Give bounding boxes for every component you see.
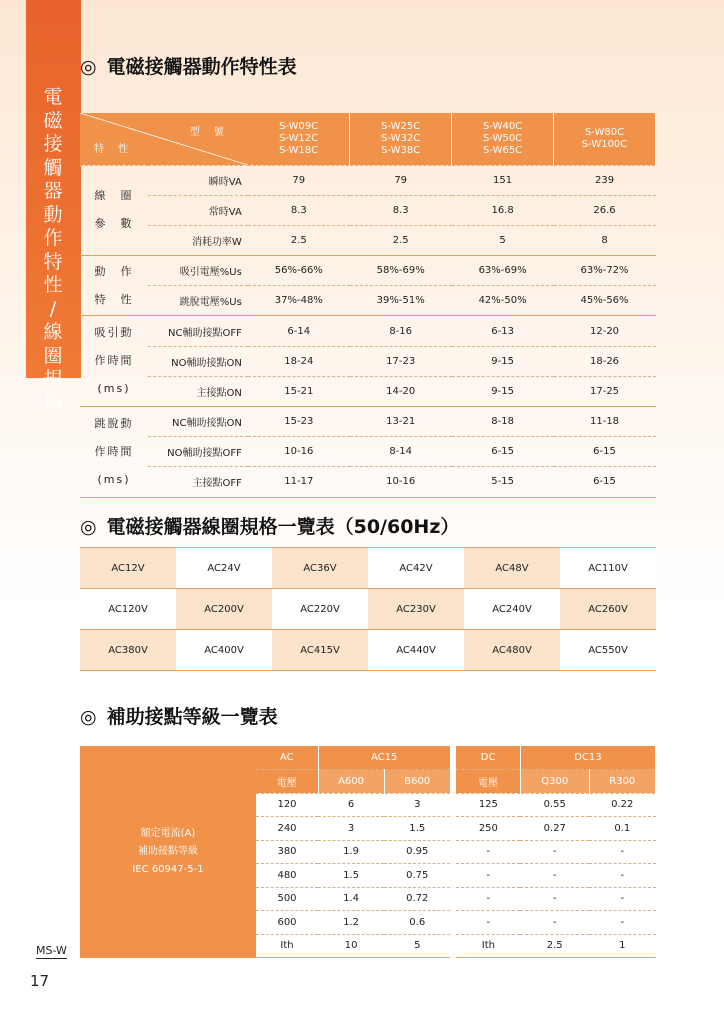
rating-cell: 0.27 <box>520 817 589 841</box>
voltage-row <box>80 630 656 671</box>
table-cell: 8-18 <box>452 407 554 437</box>
row-group-label: 動 作 特 性 <box>80 256 148 316</box>
rating-cell: 0.6 <box>384 911 450 935</box>
table-header-row <box>80 113 656 165</box>
table-corner-header <box>80 113 248 165</box>
rating-cell: - <box>456 887 520 911</box>
table-row <box>80 256 656 286</box>
ac15-header: AC15 <box>318 746 450 770</box>
table-cell: 6-15 <box>554 467 656 497</box>
table-cell: 8.3 <box>248 195 350 225</box>
table-cell: 79 <box>248 165 350 195</box>
sub-header: A600 <box>318 770 384 794</box>
table-cell: 17-23 <box>350 346 452 376</box>
voltage-cell: AC110V <box>560 548 656 589</box>
table-cell: 63%-69% <box>452 256 554 286</box>
section-title-text: 電磁接觸器線圈規格一覽表（50/60Hz） <box>106 516 460 538</box>
table-cell: 15-21 <box>248 376 350 406</box>
table-cell: 26.6 <box>554 195 656 225</box>
table-cell: 63%-72% <box>554 256 656 286</box>
row-label: 瞬時VA <box>148 165 248 195</box>
model-header: S-W80C S-W100C <box>554 113 656 165</box>
model-header: S-W25C S-W32C S-W38C <box>350 113 452 165</box>
rating-cell: Ith <box>256 934 318 958</box>
table-cell: 17-25 <box>554 376 656 406</box>
table-cell: 6-15 <box>554 437 656 467</box>
table-cell: 8.3 <box>350 195 452 225</box>
row-group-label: 吸引動 作時間 (ms) <box>80 316 148 407</box>
rating-cell: 1.9 <box>318 840 384 864</box>
voltage-cell: AC200V <box>176 589 272 630</box>
table-cell: 56%-66% <box>248 256 350 286</box>
rating-cell: 1.5 <box>384 817 450 841</box>
table-cell: 9-15 <box>452 346 554 376</box>
section-title-characteristics <box>80 52 297 79</box>
table-cell: 239 <box>554 165 656 195</box>
voltage-cell: AC12V <box>80 548 176 589</box>
rating-cell: 0.55 <box>520 793 589 817</box>
table-cell: 8 <box>554 225 656 255</box>
rating-cell: 0.72 <box>384 887 450 911</box>
side-tab-label: 電 磁 接 觸 器 動 作 特 性 / 線 圈 規 格 <box>43 86 63 414</box>
row-label: NC輔助接點ON <box>148 407 248 437</box>
table-cell: 6-15 <box>452 437 554 467</box>
rating-cell: 1 <box>589 934 655 958</box>
row-group-label: 線 圈 參 數 <box>80 165 148 256</box>
table-cell: 11-17 <box>248 467 350 497</box>
page-number: 17 <box>30 972 50 990</box>
table-cell: 39%-51% <box>350 286 452 316</box>
table-row <box>80 165 656 195</box>
table-cell: 5 <box>452 225 554 255</box>
table-cell: 5-15 <box>452 467 554 497</box>
section-title-text: 補助接點等級一覽表 <box>106 706 278 728</box>
rating-cell: 0.22 <box>589 793 655 817</box>
table-cell: 45%-56% <box>554 286 656 316</box>
coil-voltage-table <box>80 547 656 671</box>
voltage-cell: AC48V <box>464 548 560 589</box>
header-row-1 <box>80 746 656 770</box>
characteristics-table <box>80 113 656 498</box>
rating-cell: 1.4 <box>318 887 384 911</box>
row-label: 跳脫電壓%Us <box>148 286 248 316</box>
rating-cell: - <box>456 911 520 935</box>
table-cell: 15-23 <box>248 407 350 437</box>
table-row <box>80 316 656 346</box>
row-group-label: 跳脫動 作時間 (ms) <box>80 407 148 498</box>
rating-cell: 600 <box>256 911 318 935</box>
rating-cell: 3 <box>318 817 384 841</box>
table-cell: 10-16 <box>248 437 350 467</box>
row-label: 主接點ON <box>148 376 248 406</box>
table-row <box>80 376 656 406</box>
rating-cell: 3 <box>384 793 450 817</box>
table-cell: 12-20 <box>554 316 656 346</box>
table-cell: 151 <box>452 165 554 195</box>
section-title-text: 電磁接觸器動作特性表 <box>106 56 297 78</box>
voltage-row <box>80 548 656 589</box>
voltage-cell: AC260V <box>560 589 656 630</box>
table-cell: 2.5 <box>350 225 452 255</box>
rating-cell: 5 <box>384 934 450 958</box>
voltage-cell: AC42V <box>368 548 464 589</box>
dc-header: DC <box>456 746 520 770</box>
section-title-auxiliary <box>80 702 278 729</box>
rating-cell: - <box>589 911 655 935</box>
voltage-cell: AC415V <box>272 630 368 671</box>
table-cell: 18-26 <box>554 346 656 376</box>
dc13-header: DC13 <box>520 746 655 770</box>
table-cell: 8-16 <box>350 316 452 346</box>
bullet-icon: ◎ <box>80 706 97 728</box>
rating-cell: 1.2 <box>318 911 384 935</box>
voltage-cell: AC120V <box>80 589 176 630</box>
table-cell: 16.8 <box>452 195 554 225</box>
row-label: 常時VA <box>148 195 248 225</box>
table-row <box>80 437 656 467</box>
voltage-row <box>80 589 656 630</box>
rating-cell: 0.75 <box>384 864 450 888</box>
section-title-coil <box>80 512 459 539</box>
rating-cell: 380 <box>256 840 318 864</box>
row-label: NO輔助接點ON <box>148 346 248 376</box>
table-cell: 37%-48% <box>248 286 350 316</box>
voltage-cell: AC440V <box>368 630 464 671</box>
rating-cell: - <box>589 840 655 864</box>
rating-cell: - <box>520 887 589 911</box>
rating-cell: - <box>589 887 655 911</box>
ac-header: AC <box>256 746 318 770</box>
table-cell: 42%-50% <box>452 286 554 316</box>
rating-cell: 6 <box>318 793 384 817</box>
row-label: 主接點OFF <box>148 467 248 497</box>
table-row <box>80 407 656 437</box>
table-row <box>80 467 656 497</box>
model-header: S-W40C S-W50C S-W65C <box>452 113 554 165</box>
row-label: NO輔助接點OFF <box>148 437 248 467</box>
table-cell: 10-16 <box>350 467 452 497</box>
rating-cell: 1.5 <box>318 864 384 888</box>
rating-cell: - <box>589 864 655 888</box>
sub-header: 電壓 <box>256 770 318 794</box>
table-row <box>80 195 656 225</box>
voltage-cell: AC24V <box>176 548 272 589</box>
table-cell: 6-13 <box>452 316 554 346</box>
voltage-cell: AC380V <box>80 630 176 671</box>
row-label: NC輔助接點OFF <box>148 316 248 346</box>
voltage-cell: AC550V <box>560 630 656 671</box>
voltage-cell: AC480V <box>464 630 560 671</box>
table-cell: 8-14 <box>350 437 452 467</box>
rating-cell: 125 <box>456 793 520 817</box>
rating-left-label: 額定電流(A) 補助接點等級 IEC 60947-5-1 <box>80 746 256 958</box>
auxiliary-rating-table <box>80 746 656 958</box>
rating-cell: 240 <box>256 817 318 841</box>
table-cell: 58%-69% <box>350 256 452 286</box>
voltage-cell: AC240V <box>464 589 560 630</box>
rating-cell: Ith <box>456 934 520 958</box>
table-cell: 79 <box>350 165 452 195</box>
rating-cell: - <box>456 864 520 888</box>
rating-cell: 480 <box>256 864 318 888</box>
table-cell: 2.5 <box>248 225 350 255</box>
voltage-cell: AC400V <box>176 630 272 671</box>
table-cell: 11-18 <box>554 407 656 437</box>
rating-cell: 0.1 <box>589 817 655 841</box>
rating-cell: - <box>456 840 520 864</box>
bullet-icon: ◎ <box>80 516 97 538</box>
rating-cell: 2.5 <box>520 934 589 958</box>
table-cell: 6-14 <box>248 316 350 346</box>
rating-cell: - <box>520 840 589 864</box>
sub-header: 電壓 <box>456 770 520 794</box>
table-cell: 18-24 <box>248 346 350 376</box>
voltage-cell: AC220V <box>272 589 368 630</box>
rating-cell: - <box>520 911 589 935</box>
rating-cell: 120 <box>256 793 318 817</box>
rating-cell: 250 <box>456 817 520 841</box>
table-cell: 13-21 <box>350 407 452 437</box>
table-row <box>80 225 656 255</box>
row-label: 吸引電壓%Us <box>148 256 248 286</box>
row-label: 消耗功率W <box>148 225 248 255</box>
rating-cell: 10 <box>318 934 384 958</box>
table-cell: 9-15 <box>452 376 554 406</box>
voltage-cell: AC230V <box>368 589 464 630</box>
rating-cell: 500 <box>256 887 318 911</box>
sub-header: B600 <box>384 770 450 794</box>
voltage-cell: AC36V <box>272 548 368 589</box>
bullet-icon: ◎ <box>80 56 97 78</box>
table-row <box>80 286 656 316</box>
rating-cell: 0.95 <box>384 840 450 864</box>
corner-top-label: 型 號 <box>189 127 226 138</box>
sub-header: R300 <box>589 770 655 794</box>
model-header: S-W09C S-W12C S-W18C <box>248 113 350 165</box>
rating-cell: - <box>520 864 589 888</box>
table-row <box>80 346 656 376</box>
series-label: MS-W <box>36 944 67 957</box>
corner-bottom-label: 特 性 <box>94 143 130 155</box>
sub-header: Q300 <box>520 770 589 794</box>
table-cell: 14-20 <box>350 376 452 406</box>
